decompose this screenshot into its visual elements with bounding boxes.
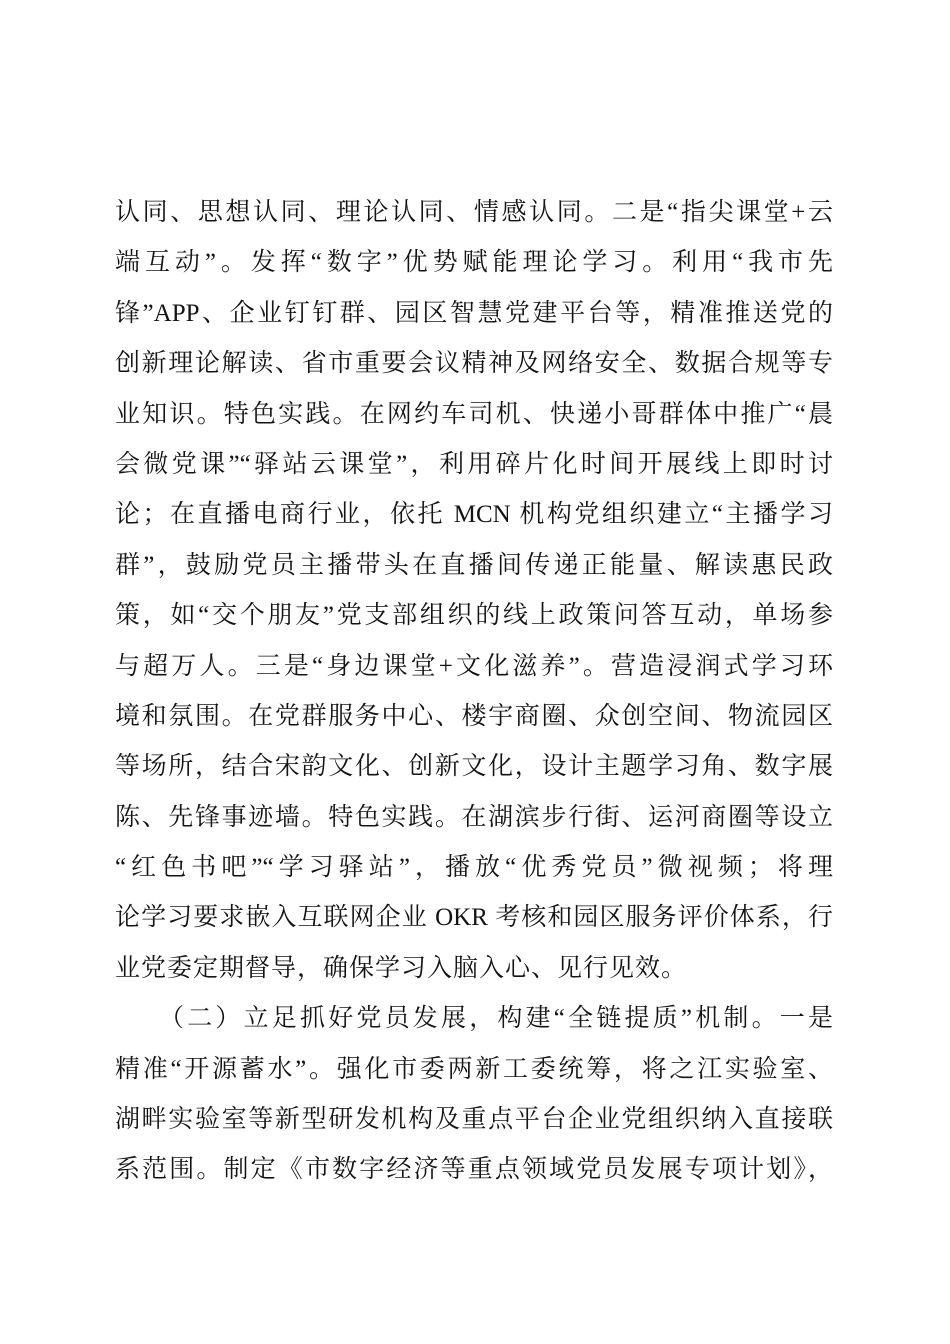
text-line: 论；在直播电商行业，依托 MCN 机构党组织建立“主播学习 bbox=[115, 501, 833, 529]
text-line: 业知识。特色实践。在网约车司机、快递小哥群体中推广“晨 bbox=[115, 400, 833, 428]
text-line: 精准“开源蓄水”。强化市委两新工委统筹，将之江实验室、 bbox=[115, 1055, 833, 1083]
text-line: 陈、先锋事迹墙。特色实践。在湖滨步行街、运河商圈等设立 bbox=[115, 803, 833, 831]
text-line: 等场所，结合宋韵文化、创新文化，设计主题学习角、数字展 bbox=[115, 753, 833, 781]
text-line: （二）立足抓好党员发展，构建“全链提质”机制。一是 bbox=[159, 1005, 833, 1033]
text-line: 端互动”。发挥“数字”优势赋能理论学习。利用“我市先 bbox=[115, 249, 833, 277]
paragraph bbox=[115, 994, 833, 1196]
text-line: 业党委定期督导，确保学习入脑入心、见行见效。 bbox=[115, 954, 688, 982]
text-line: 锋”APP、企业钉钉群、园区智慧党建平台等，精准推送党的 bbox=[115, 299, 833, 327]
text-block bbox=[115, 188, 833, 1196]
text-line: 论学习要求嵌入互联网企业 OKR 考核和园区服务评价体系，行 bbox=[115, 904, 833, 932]
text-line: 创新理论解读、省市重要会议精神及网络安全、数据合规等专 bbox=[115, 350, 833, 378]
text-line: 策，如“交个朋友”党支部组织的线上政策问答互动，单场参 bbox=[115, 602, 833, 630]
text-line: “红色书吧”“学习驿站”，播放“优秀党员”微视频；将理 bbox=[115, 854, 833, 882]
paragraph bbox=[115, 188, 833, 994]
text-line: 群”，鼓励党员主播带头在直播间传递正能量、解读惠民政 bbox=[115, 551, 833, 579]
text-line: 会微党课”“驿站云课堂”，利用碎片化时间开展线上即时讨 bbox=[115, 450, 833, 478]
text-line: 湖畔实验室等新型研发机构及重点平台企业党组织纳入直接联 bbox=[115, 1106, 833, 1134]
text-line: 与超万人。三是“身边课堂+文化滋养”。营造浸润式学习环 bbox=[115, 652, 833, 680]
text-line: 境和氛围。在党群服务中心、楼宇商圈、众创空间、物流园区 bbox=[115, 702, 833, 730]
text-line: 系范围。制定《市数字经济等重点领域党员发展专项计划》， bbox=[115, 1156, 833, 1184]
text-line: 认同、思想认同、理论认同、情感认同。二是“指尖课堂+云 bbox=[115, 199, 833, 226]
